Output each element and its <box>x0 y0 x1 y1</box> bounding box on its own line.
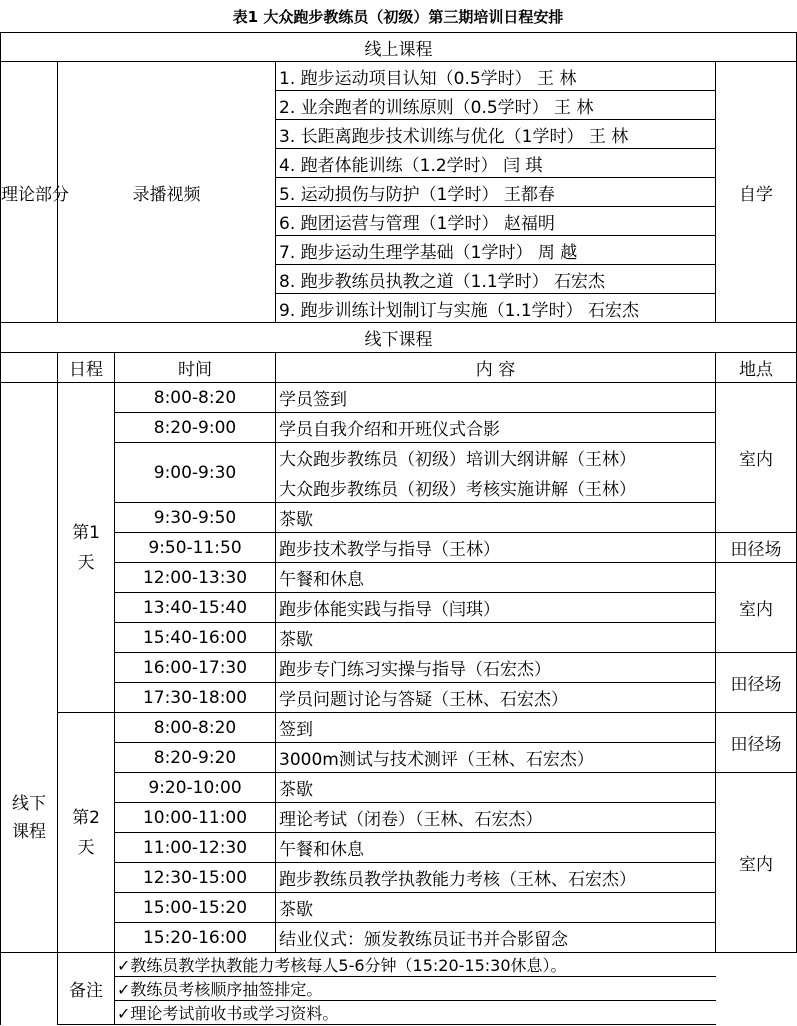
session-time: 12:30-15:00 <box>115 863 276 893</box>
online-category <box>1 62 69 323</box>
session-content: 午餐和休息 <box>276 833 716 863</box>
session-content: 结业仪式：颁发教练员证书并合影留念 <box>276 923 716 953</box>
session-time: 8:00-8:20 <box>115 713 276 743</box>
session-content: 理论考试（闭卷）（王林、石宏杰） <box>276 803 716 833</box>
online-format: 录播视频 <box>58 62 276 323</box>
session-content: 跑步专门练习实操与指导（石宏杰） <box>276 653 716 683</box>
day1-label <box>58 383 115 713</box>
header-blank <box>1 353 58 383</box>
session-content-line2: 大众跑步教练员（初级）考核实施讲解（王林） <box>276 473 716 503</box>
session-time: 13:40-15:40 <box>115 593 276 623</box>
session-location: 室内 <box>716 383 797 533</box>
session-time: 9:20-10:00 <box>115 773 276 803</box>
session-time: 8:00-8:20 <box>115 383 276 413</box>
online-topic: 5. 运动损伤与防护（1学时） 王都春 <box>276 178 716 207</box>
session-location: 田径场 <box>716 653 797 713</box>
session-content: 茶歇 <box>276 503 716 533</box>
session-content: 学员签到 <box>276 383 716 413</box>
day1-label-line1: 第1 <box>72 522 100 543</box>
online-topic: 8. 跑步教练员执教之道（1.1学时） 石宏杰 <box>276 265 716 294</box>
online-topic: 1. 跑步运动项目认知（0.5学时） 王 林 <box>276 62 716 91</box>
day2-label-line2: 天 <box>77 837 95 858</box>
session-content: 跑步体能实践与指导（闫琪） <box>276 593 716 623</box>
offline-side-label-line2: 课程 <box>12 821 46 842</box>
offline-side-label-line1: 线下 <box>12 793 46 814</box>
column-header-location: 地点 <box>716 353 797 383</box>
session-time: 11:00-12:30 <box>115 833 276 863</box>
session-location: 田径场 <box>716 533 797 563</box>
online-topic: 2. 业余跑者的训练原则（0.5学时） 王 林 <box>276 91 716 120</box>
session-content: 午餐和休息 <box>276 563 716 593</box>
column-header-time: 时间 <box>115 353 276 383</box>
session-time: 15:20-16:00 <box>115 923 276 953</box>
session-location: 室内 <box>716 773 797 953</box>
session-content: 学员自我介绍和开班仪式合影 <box>276 413 716 443</box>
online-topic: 7. 跑步运动生理学基础（1学时） 周 越 <box>276 236 716 265</box>
session-time: 8:20-9:20 <box>115 743 276 773</box>
session-content: 跑步教练员教学执教能力考核（王林、石宏杰） <box>276 863 716 893</box>
session-content: 3000m测试与技术测评（王林、石宏杰） <box>276 743 716 773</box>
session-time: 16:00-17:30 <box>115 653 276 683</box>
online-category-label: 理论部分 <box>1 184 69 205</box>
column-header-content: 内 容 <box>276 353 716 383</box>
session-location: 室内 <box>716 563 797 653</box>
day1-label-line2: 天 <box>77 552 95 573</box>
session-content: 茶歇 <box>276 893 716 923</box>
schedule-table <box>0 32 797 1025</box>
session-content: 跑步技术教学与指导（王林） <box>276 533 716 563</box>
online-mode: 自学 <box>716 62 797 323</box>
session-time: 10:00-11:00 <box>115 803 276 833</box>
session-content: 茶歇 <box>276 623 716 653</box>
session-time: 9:30-9:50 <box>115 503 276 533</box>
offline-side-label <box>1 383 58 953</box>
column-header-schedule: 日程 <box>58 353 115 383</box>
session-time: 12:00-13:30 <box>115 563 276 593</box>
session-time: 9:50-11:50 <box>115 533 276 563</box>
online-topic: 3. 长距离跑步技术训练与优化（1学时） 王 林 <box>276 120 716 149</box>
session-time: 8:20-9:00 <box>115 413 276 443</box>
day2-label <box>58 713 115 953</box>
online-section-header: 线上课程 <box>1 33 797 62</box>
session-time: 15:40-16:00 <box>115 623 276 653</box>
offline-section-header: 线下课程 <box>1 323 797 353</box>
notes-label: 备注 <box>58 953 115 1025</box>
session-content: 学员问题讨论与答疑（王林、石宏杰） <box>276 683 716 713</box>
note-item: ✓教练员考核顺序抽签排定。 <box>115 977 716 1001</box>
note-item: ✓理论考试前收书或学习资料。 <box>115 1001 716 1025</box>
session-time: 9:00-9:30 <box>115 443 276 503</box>
online-topic: 6. 跑团运营与管理（1学时） 赵福明 <box>276 207 716 236</box>
session-time: 15:00-15:20 <box>115 893 276 923</box>
session-content: 大众跑步教练员（初级）培训大纲讲解（王林） <box>276 443 716 473</box>
note-item: ✓教练员教学执教能力考核每人5-6分钟（15:20-15:30休息）。 <box>115 953 716 977</box>
session-content: 茶歇 <box>276 773 716 803</box>
online-topic: 9. 跑步训练计划制订与实施（1.1学时） 石宏杰 <box>276 294 716 323</box>
table-title: 表1 大众跑步教练员（初级）第三期培训日程安排 <box>232 8 564 26</box>
day2-label-line1: 第2 <box>72 807 100 828</box>
online-topic: 4. 跑者体能训练（1.2学时） 闫 琪 <box>276 149 716 178</box>
session-time: 17:30-18:00 <box>115 683 276 713</box>
session-content: 签到 <box>276 713 716 743</box>
session-location: 田径场 <box>716 713 797 773</box>
notes-blank <box>1 953 58 1025</box>
